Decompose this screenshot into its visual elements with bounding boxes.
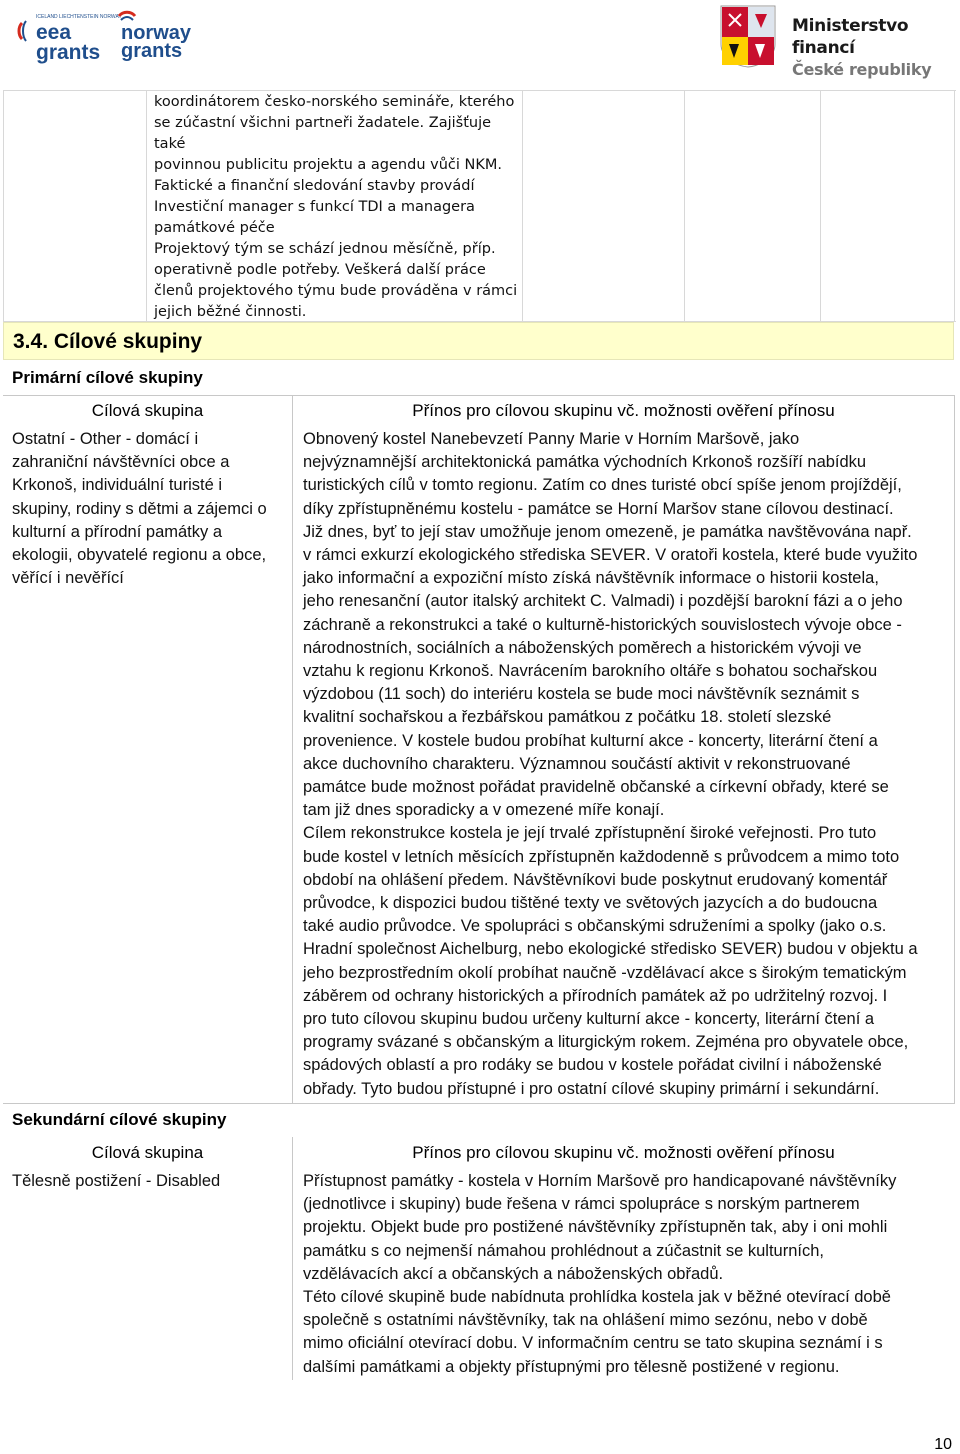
text-line: povinnou publicitu projektu a agendu vůči NKM. bbox=[154, 157, 502, 173]
primary-groups-heading: Primární cílové skupiny bbox=[12, 368, 203, 387]
text-line: koordinátorem česko-norského semináře, kterého bbox=[154, 94, 515, 110]
text-line: tam již dnes sporadicky a v omezené míře konají. bbox=[303, 801, 665, 820]
text-line: vzdělávacích akcí a občanských a náboženských obřadů. bbox=[303, 1264, 724, 1283]
svg-text:eea: eea bbox=[36, 21, 72, 44]
text-line: společně s ostatními návštěvníky, tak na ohlášení mimo sezónu, nebo v době bbox=[303, 1311, 868, 1330]
text-line: záběrem od ochrany historických a přírodních památek až po udržitelný rozvoj. I bbox=[303, 986, 888, 1005]
text-line: památku s co nejmenší námahou prohlédnout a zúčastnit se kulturních, bbox=[303, 1241, 824, 1260]
text-line: kulturní a přírodní památky a bbox=[12, 522, 223, 541]
text-line: spádových oblastí a pro rodáky se budou v kostele pořádat civilní i náboženské bbox=[303, 1056, 882, 1075]
text-line: Ostatní - Other - domácí i bbox=[12, 430, 199, 448]
secondary-benefit-cell bbox=[303, 1170, 953, 1379]
eea-small-text: ICELAND LIECHTENSTEIN NORWAY bbox=[36, 14, 122, 20]
text-line: věřící i nevěřící bbox=[12, 569, 124, 588]
text-line: období na ohlášení předem. Návštěvníkovi bude poskytnut erudovaný komentář bbox=[303, 870, 888, 889]
text-line: členů projektového týmu bude prováděna v rámci bbox=[154, 283, 518, 299]
text-line: průvodce, k dispozici budou tištěné texty ve světových jazycích a do budoucna bbox=[303, 894, 878, 913]
team-description-text bbox=[154, 92, 524, 323]
text-line: památkové péče bbox=[154, 220, 275, 236]
text-line: dalšími památkami a objekty přístupnými pro tělesně postižené v regionu. bbox=[303, 1357, 840, 1376]
text-line: Krkonoš, individuální turisté i bbox=[12, 476, 223, 495]
section-heading-bar bbox=[3, 322, 954, 360]
ministry-title bbox=[792, 15, 960, 81]
text-line: Investiční manager s funkcí TDI a managera bbox=[154, 199, 475, 215]
text-line: Již dnes, byť to její stav umožňuje jenom omezeně, je památka navštěvována např. bbox=[303, 522, 912, 541]
text-line: operativně podle potřeby. Veškerá další práce bbox=[154, 262, 486, 278]
text-line: (jednotlivce i skupiny) bude řešena v rámci spolupráce s norským partnerem bbox=[303, 1195, 860, 1214]
svg-text:grants: grants bbox=[36, 41, 101, 64]
text-line: vztahu k regionu Krkonoš. Navrácením barokního oltáře s bohatou sochařskou bbox=[303, 662, 878, 681]
text-line: Obnovený kostel Nanebevzetí Panny Marie v Horním Maršově, jako bbox=[303, 430, 800, 448]
svg-text:norway: norway bbox=[121, 22, 192, 44]
text-line: pro tuto cílovou skupinu budou určeny kulturní akce - koncerty, literární čtení a bbox=[303, 1010, 875, 1029]
text-line: jako informační a expoziční místo získá návštěvník informace o historii kostela, bbox=[303, 569, 879, 588]
text-line: Cílem rekonstrukce kostela je její trvalé zpřístupnění široké veřejnosti. Pro tuto bbox=[303, 824, 877, 843]
text-line: výzdobou (11 soch) do interiéru kostela se bude moci návštěvník seznámit s bbox=[303, 685, 860, 704]
text-line: skupiny, rodiny s dětmi a zájemci o bbox=[12, 499, 267, 518]
text-line: programy svázané s občanským a liturgickým rokem. Zejména pro obyvatele obce, bbox=[303, 1033, 909, 1052]
text-line: Hradní společnost Aichelburg, nebo ekologické středisko SEVER) budou v objektu a bbox=[303, 940, 918, 959]
secondary-col2-header: Přínos pro cílovou skupinu vč. možnosti ověření přínosu bbox=[412, 1143, 835, 1162]
text-line: akce duchovního charakteru. Významnou součástí aktivit v rekonstruované bbox=[303, 754, 851, 773]
page-number: 10 bbox=[934, 1436, 952, 1453]
secondary-col1-header: Cílová skupina bbox=[91, 1143, 204, 1162]
text-line: jeho bezprostředním okolí probíhat naučně -vzdělávací akce s širokým tematickým bbox=[303, 963, 907, 982]
text-line: projektu. Objekt bude pro postižené návštěvníky zpřístupněn tak, aby i oni mohli bbox=[303, 1218, 888, 1237]
text-line: Faktické a finanční sledování stavby provádí bbox=[154, 178, 475, 194]
text-line: se zúčastní všichni partneři žadatele. Zajišťuje také bbox=[154, 115, 492, 152]
ministry-title-line2: České republiky bbox=[792, 60, 932, 79]
text-line: Přístupnost památky - kostela v Horním Maršově pro handicapované návštěvníky bbox=[303, 1172, 897, 1190]
text-line: turistických cílů v tomto regionu. Zatím co dnes turisté obcí spíše jenom projíždějí, bbox=[303, 476, 902, 495]
ministry-title-line1: Ministerstvo financí bbox=[792, 16, 909, 58]
text-line: bude kostel v letních měsících zpřístupněn každodenně s průvodcem a mimo toto bbox=[303, 847, 900, 866]
text-line: provenience. V kostele budou probíhat kulturní akce - koncerty, literární čtení a bbox=[303, 731, 878, 750]
text-line: záchraně a rekonstrukci a také o kulturně-historických souvislostech vývoje obce - bbox=[303, 615, 902, 634]
text-line: jeho renesanční (autor italský architekt C. Valmadi) i pozdější barokní fázi a o jeho bbox=[303, 592, 903, 611]
text-line: obřady. Tyto budou přístupné i pro ostatní cílové skupiny primární i sekundární. bbox=[303, 1079, 880, 1098]
primary-benefit-cell bbox=[303, 428, 953, 1101]
text-line: Tělesně postižení - Disabled bbox=[12, 1172, 221, 1190]
text-line: zahraniční návštěvníci obce a bbox=[12, 453, 230, 472]
text-line: památce bude možnost pořádat pravidelně občanské a církevní obřady, které se bbox=[303, 778, 889, 797]
text-line: mimo oficiální otevírací dobu. V informačním centru se tato skupina seznámí i s bbox=[303, 1334, 883, 1353]
norway-grants-logo bbox=[115, 10, 195, 60]
text-line: v rámci exkurzí ekologického střediska SEVER. V oratoři kostela, které bude využito bbox=[303, 546, 918, 565]
section-title: 3.4. Cílové skupiny bbox=[13, 330, 203, 353]
eea-grants-logo bbox=[16, 9, 122, 64]
svg-text:grants: grants bbox=[121, 40, 183, 62]
text-line: jejich běžné činnosti. bbox=[154, 304, 307, 320]
primary-col2-header: Přínos pro cílovou skupinu vč. možnosti ověření přínosu bbox=[412, 401, 835, 420]
text-line: Této cílové skupině bude nabídnuta prohlídka kostela jak v běžné otevírací době bbox=[303, 1288, 891, 1307]
secondary-group-cell bbox=[12, 1170, 292, 1193]
text-line: nejvýznamnější architektonická památka východních Krkonoš rozšíří nabídku bbox=[303, 453, 867, 472]
text-line: také audio průvodce. Ve spolupráci s občanskými sdruženími a spolky (jako o.s. bbox=[303, 917, 887, 936]
text-line: kvalitní sochařskou a řezbářskou památkou z počátku 18. století slezské bbox=[303, 708, 832, 727]
text-line: ekologii, obyvatelé regionu a obce, bbox=[12, 546, 267, 565]
text-line: Projektový tým se schází jednou měsíčně, příp. bbox=[154, 241, 496, 257]
primary-col1-header: Cílová skupina bbox=[91, 401, 204, 420]
czech-coat-of-arms-icon bbox=[719, 4, 777, 68]
text-line: národnostních, sociálních a náboženských poměrech a historickém vývoji ve bbox=[303, 638, 862, 657]
secondary-groups-heading: Sekundární cílové skupiny bbox=[12, 1110, 227, 1129]
text-line: díky zpřístupněnému kostelu - památce se Horní Maršov stane cílovou destinací. bbox=[303, 499, 894, 518]
primary-group-cell bbox=[12, 428, 292, 590]
